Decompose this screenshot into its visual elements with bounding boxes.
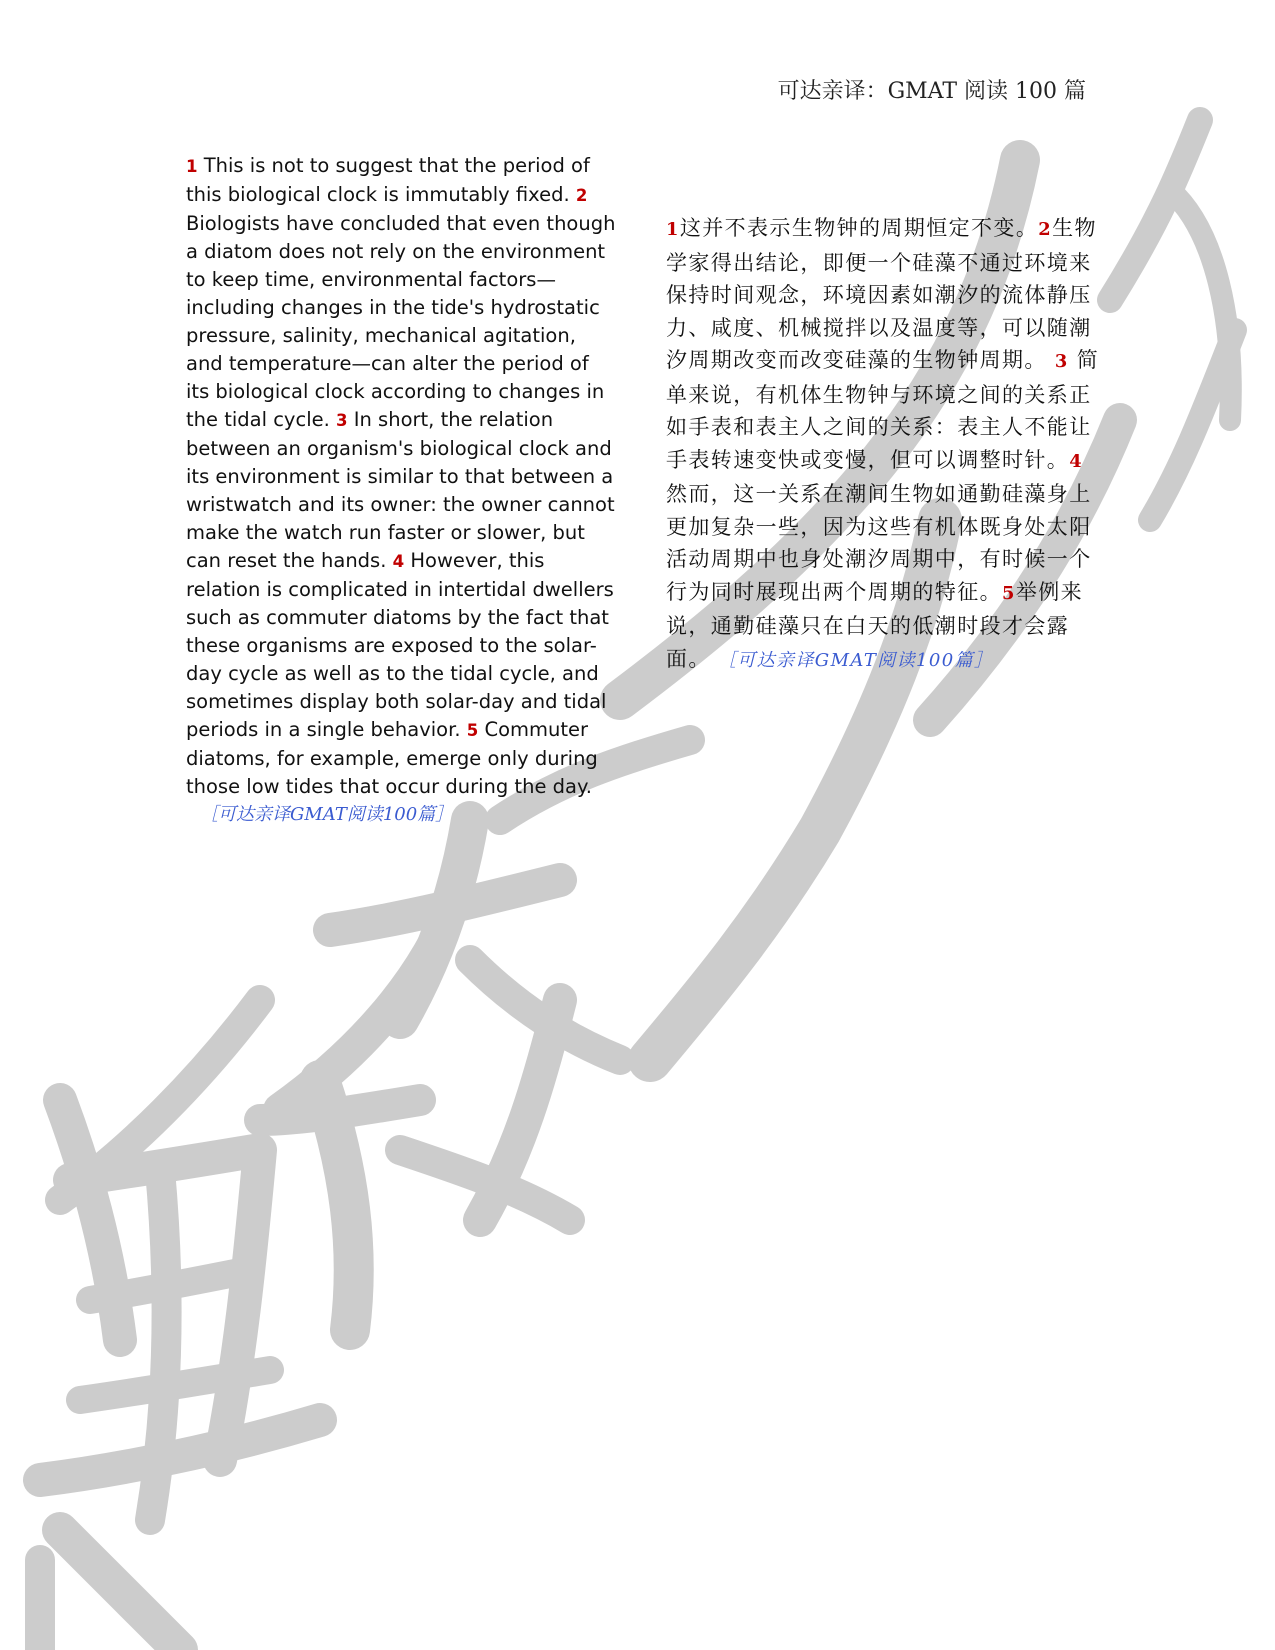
english-sentence-5: Commuter diatoms, for example, emerge only during those low tides that occur during the day. bbox=[186, 718, 598, 798]
chinese-passage bbox=[666, 212, 1104, 677]
page-header: 可达亲译：GMAT 阅读 100 篇 bbox=[777, 79, 1086, 104]
sentence-number-5: 5 bbox=[466, 721, 479, 740]
sentence-number-1-zh: 1 bbox=[666, 219, 680, 240]
english-sentence-2: Biologists have concluded that even though a diatom does not rely on the environment to keep time, environmental factors—including changes in the tide's hydrostatic pressure, salinity, mechanical agitation, and temperature—can alter the period of its biological clock according to changes in the tidal cycle. bbox=[186, 212, 616, 431]
chinese-sentence-2: 生物学家得出结论，即便一个硅藻不通过环境来保持时间观念，环境因素如潮汐的流体静压力、咸度、机械搅拌以及温度等，可以随潮汐周期改变而改变硅藻的生物钟周期。 bbox=[666, 216, 1097, 372]
sentence-number-3-zh: 3 bbox=[1054, 351, 1069, 372]
sentence-number-5-zh: 5 bbox=[1002, 582, 1016, 604]
sentence-number-2-zh: 2 bbox=[1038, 219, 1053, 240]
chinese-sentence-3: 简单来说，有机体生物钟与环境之间的关系正如手表和表主人之间的关系：表主人不能让手表转速变快或变慢，但可以调整时针。 bbox=[666, 348, 1100, 472]
sentence-number-4-zh: 4 bbox=[1069, 450, 1084, 472]
english-sentence-1: This is not to suggest that the period of this biological clock is immutably fixed. bbox=[186, 154, 590, 206]
chinese-sentence-1: 这并不表示生物钟的周期恒定不变。 bbox=[679, 216, 1039, 240]
english-sentence-4: However, this relation is complicated in intertidal dwellers such as commuter diatoms by the fact that these organisms are exposed to the solar-day cycle as well as to the tidal cycle, and sometimes display both solar-day and tidal periods in a single behavior. bbox=[186, 549, 614, 741]
sentence-number-1: 1 bbox=[186, 157, 198, 176]
sentence-number-4: 4 bbox=[392, 552, 405, 571]
source-note-chinese: ［可达亲译GMAT阅读100篇］ bbox=[726, 649, 994, 671]
source-note-english: ［可达亲译GMAT阅读100篇］ bbox=[200, 804, 454, 825]
english-sentence-3: In short, the relation between an organism's biological clock and its environment is similar to that between a wristwatch and its owner: the owner cannot make the watch run faster or slower, but can reset the hands. bbox=[186, 408, 615, 572]
chinese-sentence-5: 举例来说，通勤硅藻只在白天的低潮时段才会露面。 bbox=[666, 579, 1084, 671]
sentence-number-3: 3 bbox=[336, 411, 348, 430]
chinese-sentence-4: 然而，这一关系在潮间生物如通勤硅藻身上更加复杂一些，因为这些有机体既身处太阳活动周期中也身处潮汐周期中，有时候一个行为同时展现出两个周期的特征。 bbox=[666, 482, 1092, 604]
english-passage bbox=[186, 152, 616, 829]
sentence-number-2: 2 bbox=[575, 186, 588, 205]
